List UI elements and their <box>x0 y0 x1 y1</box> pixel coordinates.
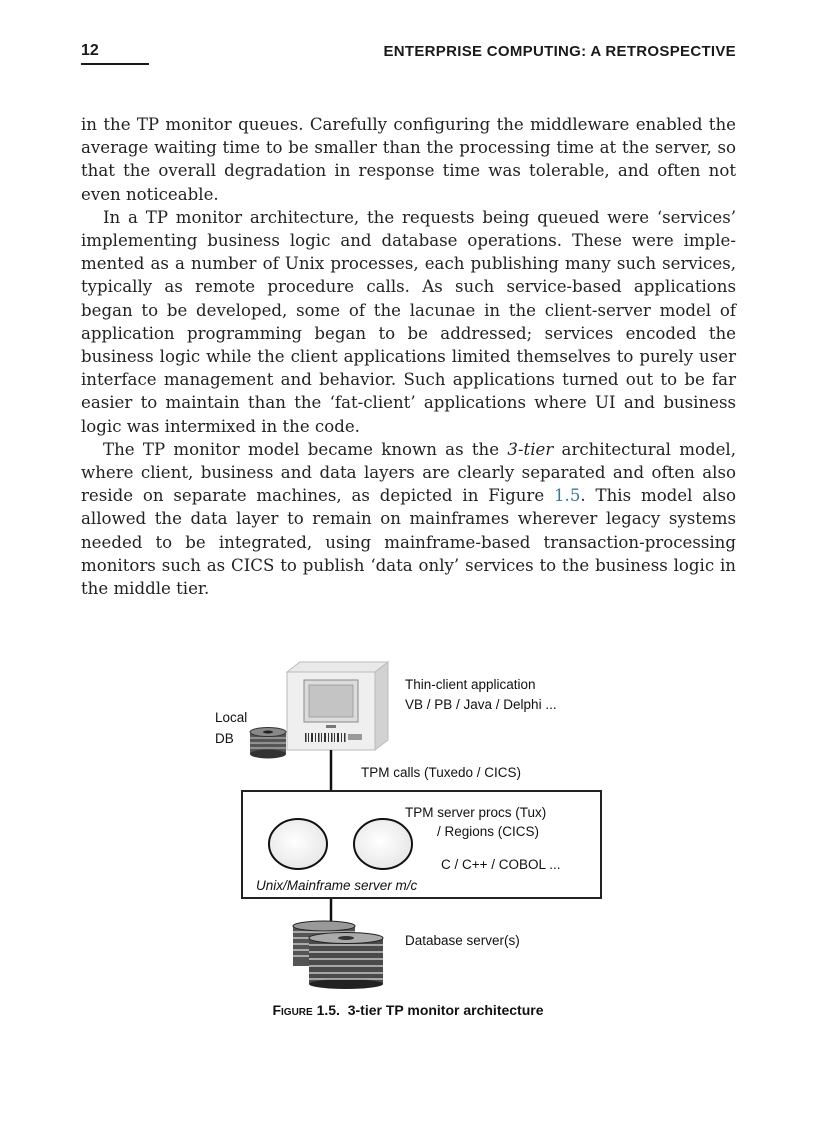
p3-text-b: architectural model, where client, business and data layers are clearly separated and often also reside on separate machines, as depicted in Figure <box>81 439 736 506</box>
process-oval-2 <box>354 819 412 869</box>
page-number: 12 <box>81 42 99 59</box>
figure-diagram <box>0 650 816 1050</box>
p3-text-c: . This model also allowed the data layer to remain on mainframes wherever legacy systems needed to be integrated, using mainframe-based transaction-processing monitors such as CICS to publish ‘data only’ services to the business logic in the middle tier. <box>81 486 736 599</box>
local-db-label-1: Local <box>215 710 248 725</box>
paragraph-1: in the TP monitor queues. Carefully configuring the middleware enabled the average waiting time to be smaller than the processing time at the server, so that the overall degradation in response time was tolerable, and often not even noticeable. <box>81 115 736 204</box>
local-db-icon <box>250 728 286 759</box>
database-server-icon <box>293 921 383 989</box>
paragraph-2: In a TP monitor architecture, the requests being queued were ‘services’ implementing business logic and database operations. These were implemented as a number of Unix processes, each publishing many such services, typically as remote procedure calls. As such service-based applications began to be developed, some of the lacunae in the client-server model of application programming began to be addressed; services encoded the business logic while the client applications limited themselves to purely user interface management and behavior. Such applications turned out to be far easier to maintain than the ‘fat-client’ applications where UI and business logic was intermixed in the code. <box>81 207 736 436</box>
paragraph-3 <box>81 438 736 600</box>
p3-emphasis: 3-tier <box>507 439 554 459</box>
figure-reference-link[interactable]: 1.5 <box>554 486 581 506</box>
tpm-calls-label: TPM calls (Tuxedo / CICS) <box>361 765 522 780</box>
server-procs-label-2: / Regions (CICS) <box>437 824 540 839</box>
process-oval-1 <box>269 819 327 869</box>
client-label-2: VB / PB / Java / Delphi ... <box>405 697 557 712</box>
languages-label: C / C++ / COBOL ... <box>441 857 561 872</box>
body-text <box>81 113 736 600</box>
header-rule <box>81 63 149 65</box>
server-machine-label: Unix/Mainframe server m/c <box>256 878 418 893</box>
caption-label: Figure 1.5. <box>272 1002 340 1018</box>
local-db-label-2: DB <box>215 731 234 746</box>
figure-caption <box>0 1002 816 1018</box>
client-label-1: Thin-client application <box>405 677 536 692</box>
computer-icon <box>287 662 388 750</box>
database-label: Database server(s) <box>405 933 520 948</box>
caption-text: 3-tier TP monitor architecture <box>347 1002 544 1018</box>
server-procs-label-1: TPM server procs (Tux) <box>405 805 547 820</box>
p3-text-a: The TP monitor model became known as the <box>103 439 508 459</box>
page-header <box>81 42 736 66</box>
running-title: ENTERPRISE COMPUTING: A RETROSPECTIVE <box>383 43 736 60</box>
